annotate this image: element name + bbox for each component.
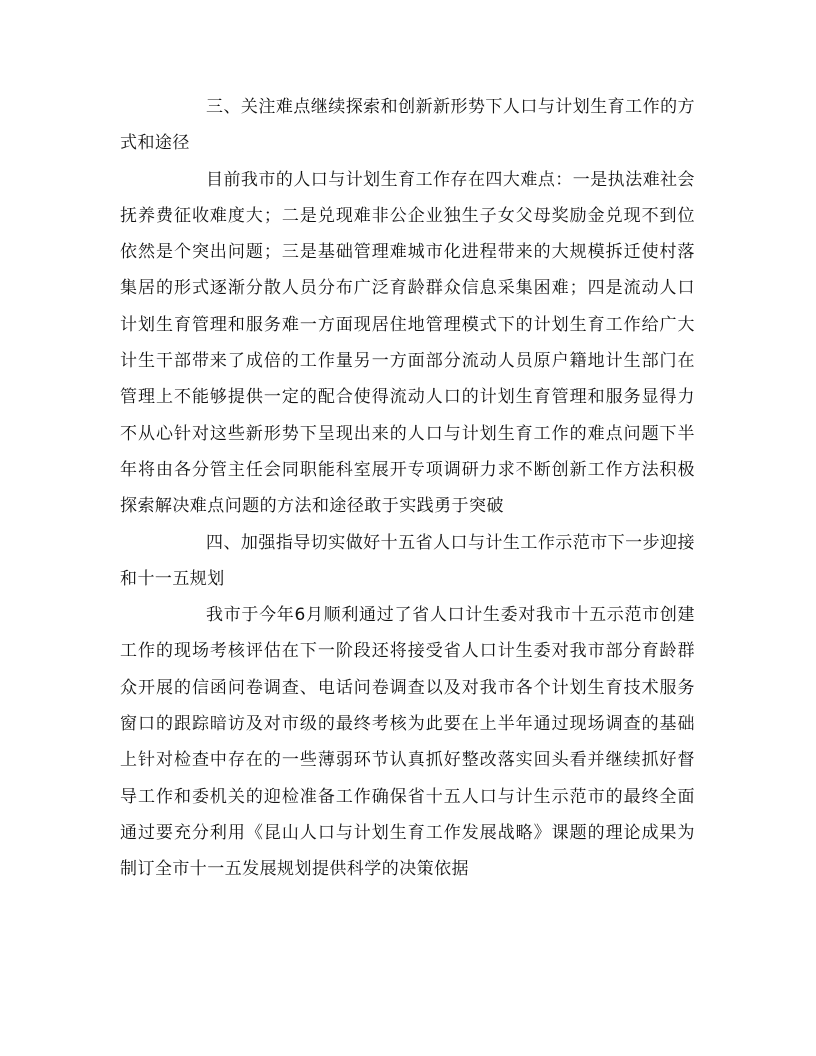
section-four-heading: 四、加强指导切实做好十五省人口与计生工作示范市下一步迎接和十一五规划 xyxy=(120,532,695,589)
document-body xyxy=(120,89,695,888)
section-four-body: 我市于今年6月顺利通过了省人口计生委对我市十五示范市创建工作的现场考核评估在下一阶段还将接受省人口计生委对我市部分育龄群众开展的信函问卷调查、电话问卷调查以及对我市各个计划生育技术服务窗口的跟踪暗访及对市级的最终考核为此要在上半年通过现场调查的基础上针对检查中存在的一些薄弱环节认真抓好整改落实回头看并继续抓好督导工作和委机关的迎检准备工作确保省十五人口与计生示范市的最终全面通过要充分利用《昆山人口与计划生育工作发展战略》课题的理论成果为制订全市十一五发展规划提供科学的决策依据 xyxy=(120,605,695,880)
section-three-body: 目前我市的人口与计划生育工作存在四大难点：一是执法难社会抚养费征收难度大；二是兑现难非公企业独生子女父母奖励金兑现不到位依然是个突出问题；三是基础管理难城市化进程带来的大规模拆迁使村落集居的形式逐渐分散人员分布广泛育龄群众信息采集困难；四是流动人口计划生育管理和服务难一方面现居住地管理模式下的计划生育工作给广大计生干部带来了成倍的工作量另一方面部分流动人员原户籍地计生部门在管理上不能够提供一定的配合使得流动人口的计划生育管理和服务显得力不从心针对这些新形势下呈现出来的人口与计划生育工作的难点问题下半年将由各分管主任会同职能科室展开专项调研力求不断创新工作方法积极探索解决难点问题的方法和途径敢于实践勇于突破 xyxy=(120,169,695,517)
section-three-heading: 三、关注难点继续探索和创新新形势下人口与计划生育工作的方式和途径 xyxy=(120,97,695,154)
